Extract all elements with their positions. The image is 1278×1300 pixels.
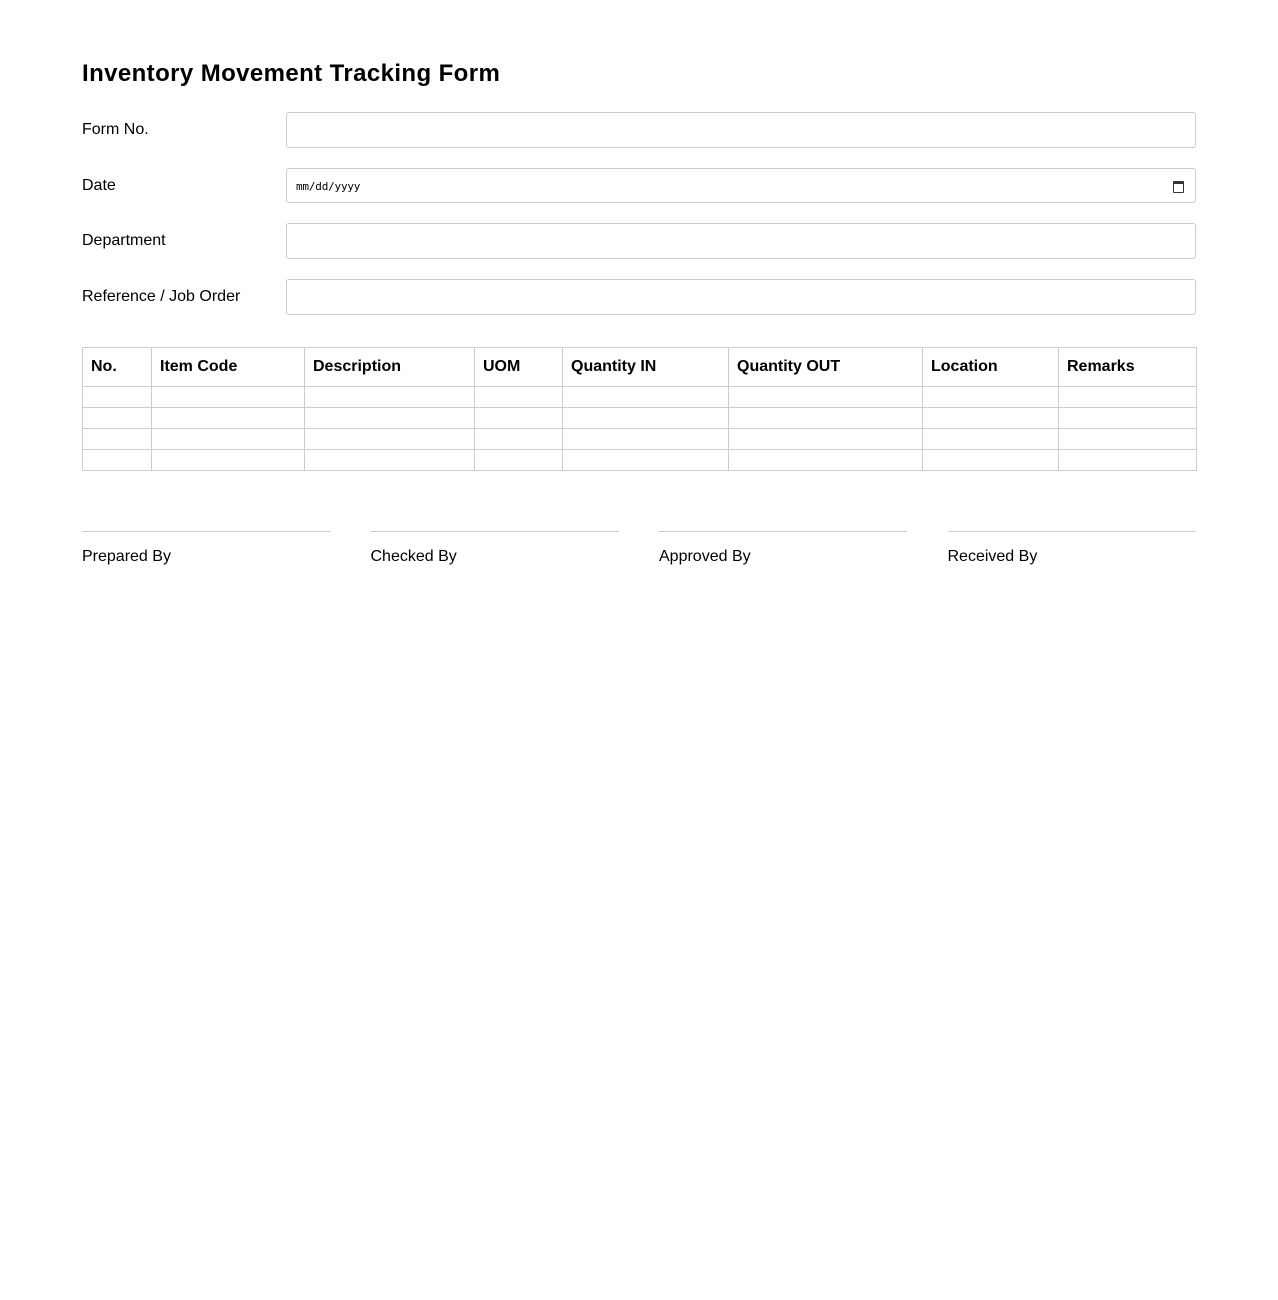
signature-label: Approved By <box>659 548 751 565</box>
table-cell[interactable] <box>563 429 729 450</box>
table-cell[interactable] <box>923 387 1059 408</box>
table-cell[interactable] <box>1059 387 1197 408</box>
field-row-reference <box>82 279 1196 315</box>
table-cell[interactable] <box>563 387 729 408</box>
table-cell[interactable] <box>83 408 152 429</box>
column-header-quantity-out: Quantity OUT <box>729 348 923 387</box>
column-header-uom: UOM <box>475 348 563 387</box>
column-header-no: No. <box>83 348 152 387</box>
signature-line <box>82 531 330 532</box>
signature-checked-by <box>371 531 619 566</box>
table-cell[interactable] <box>83 450 152 471</box>
signature-line <box>659 531 907 532</box>
table-cell[interactable] <box>729 408 923 429</box>
calendar-icon[interactable] <box>1173 181 1184 193</box>
column-header-description: Description <box>305 348 475 387</box>
reference-job-order-input[interactable] <box>286 279 1196 315</box>
table-cell[interactable] <box>152 387 305 408</box>
table-cell[interactable] <box>475 408 563 429</box>
table-cell[interactable] <box>1059 450 1197 471</box>
column-header-location: Location <box>923 348 1059 387</box>
form-no-input[interactable] <box>286 112 1196 148</box>
signature-line <box>948 531 1196 532</box>
table-row <box>83 408 1197 429</box>
table-cell[interactable] <box>475 429 563 450</box>
table-cell[interactable] <box>305 408 475 429</box>
table-cell[interactable] <box>563 408 729 429</box>
table-cell[interactable] <box>305 429 475 450</box>
table-row <box>83 387 1197 408</box>
date-placeholder: mm/dd/yyyy <box>296 180 361 193</box>
table-row <box>83 429 1197 450</box>
department-input[interactable] <box>286 223 1196 259</box>
table-cell[interactable] <box>1059 429 1197 450</box>
table-cell[interactable] <box>1059 408 1197 429</box>
signature-label: Checked By <box>370 548 457 565</box>
reference-job-order-label: Reference / Job Order <box>82 288 241 305</box>
table-cell[interactable] <box>923 429 1059 450</box>
department-label: Department <box>82 232 166 249</box>
field-row-department <box>82 223 1196 259</box>
signature-approved-by <box>659 531 907 566</box>
date-input[interactable] <box>286 168 1196 203</box>
table-row <box>83 450 1197 471</box>
table-cell[interactable] <box>83 429 152 450</box>
table-header-row <box>83 348 1197 387</box>
table-cell[interactable] <box>729 429 923 450</box>
table-cell[interactable] <box>729 450 923 471</box>
column-header-remarks: Remarks <box>1059 348 1197 387</box>
table-cell[interactable] <box>305 450 475 471</box>
signature-line <box>371 531 619 532</box>
field-row-form-no <box>82 112 1196 148</box>
table-cell[interactable] <box>152 408 305 429</box>
table-cell[interactable] <box>563 450 729 471</box>
column-header-item-code: Item Code <box>152 348 305 387</box>
table-cell[interactable] <box>475 450 563 471</box>
form-no-label: Form No. <box>82 121 149 138</box>
page-title: Inventory Movement Tracking Form <box>82 60 501 87</box>
signature-received-by <box>948 531 1196 566</box>
table-cell[interactable] <box>152 450 305 471</box>
field-row-date <box>82 168 1196 204</box>
signature-label: Received By <box>947 548 1038 565</box>
table-cell[interactable] <box>152 429 305 450</box>
table-cell[interactable] <box>923 408 1059 429</box>
column-header-quantity-in: Quantity IN <box>563 348 729 387</box>
table-cell[interactable] <box>83 387 152 408</box>
items-table <box>82 347 1197 471</box>
table-cell[interactable] <box>729 387 923 408</box>
table-cell[interactable] <box>305 387 475 408</box>
table-cell[interactable] <box>923 450 1059 471</box>
signature-label: Prepared By <box>82 548 171 565</box>
date-label: Date <box>82 177 116 194</box>
signature-prepared-by <box>82 531 330 566</box>
table-cell[interactable] <box>475 387 563 408</box>
